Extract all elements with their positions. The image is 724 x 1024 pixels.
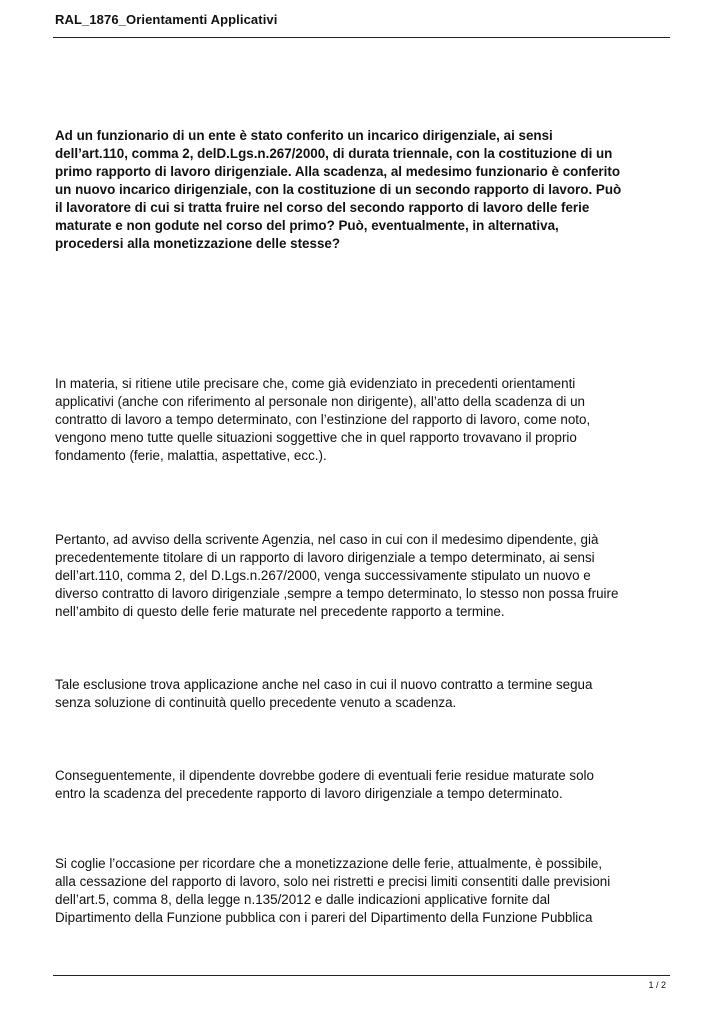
answer-paragraph-1 [55, 375, 685, 465]
paragraph-line: Tale esclusione trova applicazione anche nel caso in cui il nuovo contratto a termine segua [55, 677, 593, 692]
question-line: Ad un funzionario di un ente è stato conferito un incarico dirigenziale, ai sensi [55, 128, 553, 143]
paragraph-line: applicativi (anche con riferimento al personale non dirigente), all’atto della scadenza di un [55, 394, 585, 409]
question-line: procedersi alla monetizzazione delle stesse? [55, 236, 341, 251]
paragraph-line: precedentemente titolare di un rapporto di lavoro dirigenziale a tempo determinato, ai sensi [55, 550, 595, 565]
paragraph-line: senza soluzione di continuità quello precedente venuto a scadenza. [55, 695, 457, 710]
question-line: primo rapporto di lavoro dirigenziale. Alla scadenza, al medesimo funzionario è conferito [55, 164, 620, 179]
answer-paragraph-4 [55, 767, 685, 803]
answer-paragraph-3 [55, 676, 685, 712]
paragraph-line: entro la scadenza del precedente rapporto di lavoro dirigenziale a tempo determinato. [55, 786, 563, 801]
footer-divider [53, 975, 670, 976]
question-block [55, 127, 685, 253]
paragraph-line: Dipartimento della Funzione pubblica con i pareri del Dipartimento della Funzione Pubblica [55, 910, 593, 925]
paragraph-line: alla cessazione del rapporto di lavoro, solo nei ristretti e precisi limiti consentiti dalle previsioni [55, 874, 611, 889]
paragraph-line: Si coglie l’occasione per ricordare che a monetizzazione delle ferie, attualmente, è possibile, [55, 856, 603, 871]
paragraph-line: Conseguentemente, il dipendente dovrebbe godere di eventuali ferie residue maturate solo [55, 768, 594, 783]
answer-paragraph-5 [55, 855, 685, 927]
paragraph-line: vengono meno tutte quelle situazioni soggettive che in quel rapporto trovavano il proprio [55, 430, 577, 445]
question-line: dell’art.110, comma 2, delD.Lgs.n.267/2000, di durata triennale, con la costituzione di un [55, 146, 613, 161]
paragraph-line: fondamento (ferie, malattia, aspettative, ecc.). [55, 448, 327, 463]
paragraph-line: dell’art.110, comma 2, del D.Lgs.n.267/2000, venga successivamente stipulato un nuovo e [55, 568, 591, 583]
paragraph-line: Pertanto, ad avviso della scrivente Agenzia, nel caso in cui con il medesimo dipendente, già [55, 532, 599, 547]
answer-paragraph-2 [55, 531, 685, 621]
document-header-title: RAL_1876_Orientamenti Applicativi [55, 12, 278, 27]
question-line: un nuovo incarico dirigenziale, con la costituzione di un secondo rapporto di lavoro. Può [55, 182, 622, 197]
question-line: il lavoratore di cui si tratta fruire nel corso del secondo rapporto di lavoro delle ferie [55, 200, 590, 215]
page-number: 1 / 2 [648, 980, 666, 990]
header-divider [53, 37, 670, 38]
paragraph-line: dell’art.5, comma 8, della legge n.135/2012 e dalle indicazioni applicative fornite dal [55, 892, 551, 907]
paragraph-line: contratto di lavoro a tempo determinato, con l’estinzione del rapporto di lavoro, come noto, [55, 412, 591, 427]
paragraph-line: diverso contratto di lavoro dirigenziale ,sempre a tempo determinato, lo stesso non possa fruire [55, 586, 619, 601]
question-line: maturate e non godute nel corso del primo? Può, eventualmente, in alternativa, [55, 218, 559, 233]
paragraph-line: nell’ambito di questo delle ferie maturate nel precedente rapporto a termine. [55, 604, 505, 619]
paragraph-line: In materia, si ritiene utile precisare che, come già evidenziato in precedenti orientamenti [55, 376, 576, 391]
